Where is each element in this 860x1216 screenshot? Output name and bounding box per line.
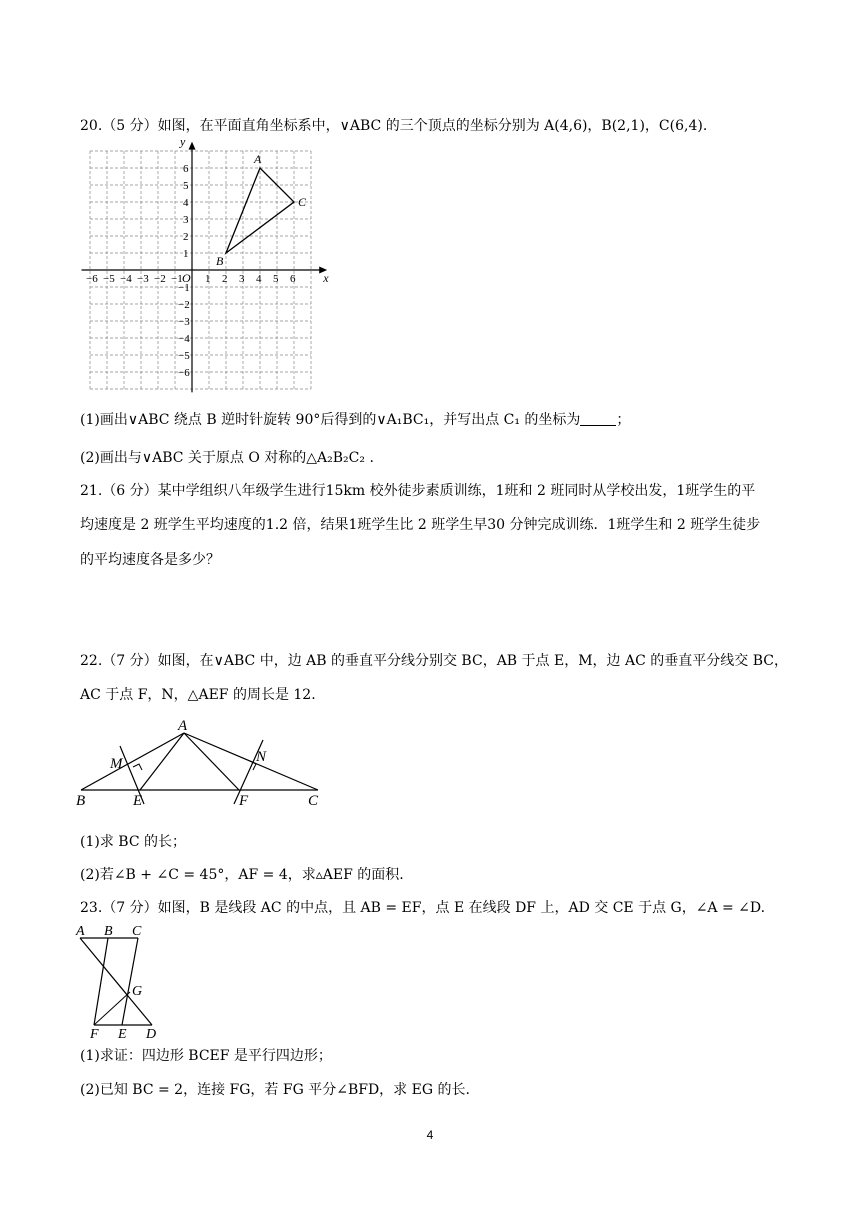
y-tick-label: −5 (178, 350, 190, 362)
point-label-b: B (216, 254, 224, 268)
q20-sub1-end: ； (616, 412, 631, 428)
q22-line1: 22.（7 分）如图，在∨ABC 中，边 AB 的垂直平分线分别交 BC，AB 于点 E，M，边 AC 的垂直平分线交 BC， (80, 653, 788, 669)
q22-sub2: (2)若∠B + ∠C = 45°，AF = 4，求▵AEF 的面积. (80, 867, 404, 883)
q23-sub2: (2)已知 BC = 2，连接 FG，若 FG 平分∠BFD，求 EG 的长. (80, 1082, 470, 1098)
x-tick-label: 3 (239, 273, 245, 285)
x-tick-label: −1 (171, 273, 183, 285)
x-axis-label: x (323, 271, 329, 285)
q22-label-e: E (133, 793, 143, 809)
q20-sub1-text: (1)画出∨ABC 绕点 B 逆时针旋转 90°后得到的∨A₁BC₁，并写出点 C₁ 的坐标为 (80, 412, 581, 428)
q22-line2: AC 于点 F，N，△AEF 的周长是 12. (80, 687, 316, 703)
q23-label-d: D (146, 1027, 157, 1042)
q22-label-c: C (308, 793, 319, 809)
x-tick-label: −6 (86, 273, 98, 285)
y-tick-label: 5 (183, 180, 189, 192)
q23-label-g: G (132, 984, 143, 999)
x-tick-label: −4 (120, 273, 132, 285)
q23-label-b: B (104, 924, 113, 939)
q23-label-e: E (118, 1027, 127, 1042)
q23-label-f: F (90, 1027, 99, 1042)
y-tick-label: 3 (183, 214, 189, 226)
q22-label-a: A (178, 718, 188, 734)
y-tick-label: −6 (178, 367, 190, 379)
q23-parallelogram-figure (74, 922, 174, 1040)
q20-triangle-abc (216, 152, 307, 268)
q21-line2: 均速度是 2 班学生平均速度的1.2 倍，结果1班学生比 2 班学生早30 分钟完成训练．1班学生和 2 班学生徒步 (80, 517, 761, 533)
q20-sub2: (2)画出与∨ABC 关于原点 O 对称的△A₂B₂C₂ . (80, 450, 374, 466)
q23-stem: 23.（7 分）如图，B 是线段 AC 的中点，且 AB = EF，点 E 在线段 DF 上，AD 交 CE 于点 G，∠A = ∠D. (80, 900, 766, 916)
x-tick-label: −5 (103, 273, 115, 285)
y-tick-label: 2 (183, 231, 189, 243)
q20-sub1 (80, 410, 630, 430)
q23-label-c: C (132, 924, 142, 939)
q22-label-m: M (110, 756, 123, 772)
q20-tick-labels (86, 135, 329, 379)
q20-answer-blank (580, 411, 616, 426)
x-tick-label: 1 (205, 273, 211, 285)
y-tick-label: 4 (183, 197, 189, 209)
x-tick-label: −3 (137, 273, 149, 285)
y-axis-arrow (189, 142, 196, 150)
x-tick-label: 6 (290, 273, 296, 285)
q21-line1: 21.（6 分）某中学组织八年级学生进行15km 校外徒步素质训练，1班和 2 班同时从学校出发，1班学生的平 (80, 483, 756, 499)
q20-stem: 20.（5 分）如图，在平面直角坐标系中，∨ABC 的三个顶点的坐标分别为 A(4,6)，B(2,1)，C(6,4). (80, 118, 708, 134)
y-tick-label: 1 (183, 248, 189, 260)
triangle-abc (226, 168, 294, 253)
q21-line3: 的平均速度各是多少？ (80, 552, 220, 568)
point-label-a: A (254, 152, 262, 166)
q22-label-b: B (76, 793, 86, 809)
y-tick-label: −1 (178, 282, 190, 294)
q23-sub1: (1)求证：四边形 BCEF 是平行四边形； (80, 1048, 332, 1064)
x-tick-label: 5 (273, 273, 279, 285)
y-tick-label: −3 (178, 316, 190, 328)
x-tick-label: −2 (154, 273, 166, 285)
point-label-c: C (298, 195, 307, 209)
q20-coordinate-figure (78, 134, 338, 398)
page-number: 4 (426, 1128, 434, 1142)
q23-label-a: A (76, 924, 85, 939)
origin-label: O (182, 271, 191, 285)
q22-label-f: F (239, 793, 249, 809)
y-tick-label: 6 (183, 163, 189, 175)
y-tick-label: −2 (178, 299, 190, 311)
q22-label-n: N (256, 749, 267, 765)
y-tick-label: −4 (178, 333, 190, 345)
y-axis-label: y (180, 134, 186, 149)
q22-triangle-figure (76, 718, 336, 808)
x-tick-label: 4 (256, 273, 262, 285)
q22-sub1: (1)求 BC 的长； (80, 834, 186, 850)
x-tick-label: 2 (222, 273, 228, 285)
